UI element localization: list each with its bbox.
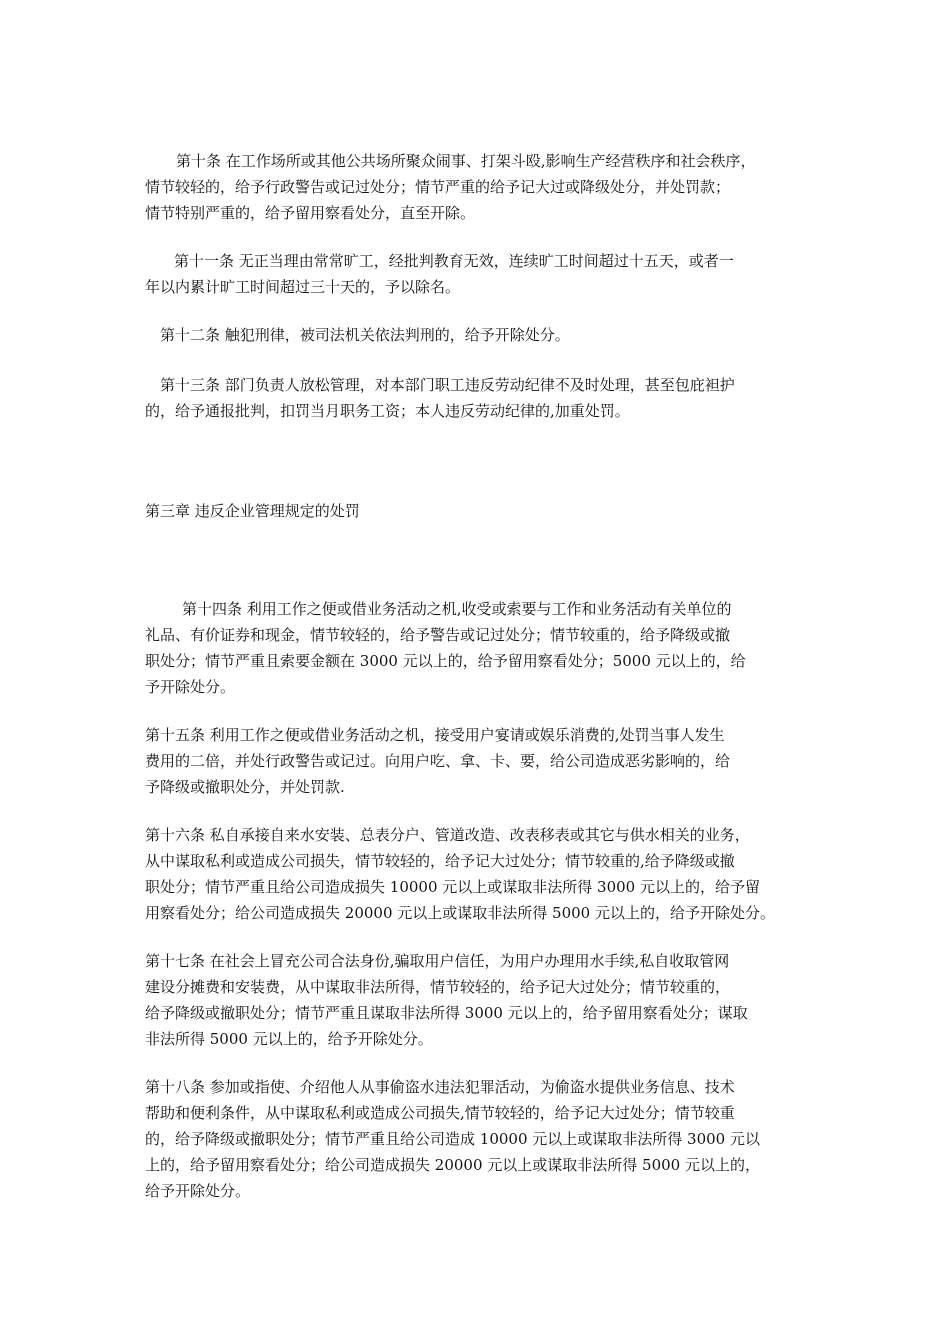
- article-14-line-1: 第十四条 利用工作之便或借业务活动之机,收受或索要与工作和业务活动有关单位的: [182, 600, 732, 618]
- article-15-line-2: 费用的二倍，并处行政警告或记过。向用户吃、拿、卡、要，给公司造成恶劣影响的，给: [145, 752, 731, 770]
- article-18-line-5: 给予开除处分。: [145, 1182, 251, 1200]
- article-18-line-1: 第十八条 参加或指使、介绍他人从事偷盗水违法犯罪活动，为偷盗水提供业务信息、技术: [145, 1078, 735, 1096]
- article-17-line-4: 非法所得 5000 元以上的，给予开除处分。: [145, 1030, 433, 1048]
- article-15-line-1: 第十五条 利用工作之便或借业务活动之机，接受用户宴请或娱乐消费的,处罚当事人发生: [145, 726, 725, 744]
- article-12-line-1: 第十二条 触犯刑律，被司法机关依法判刑的，给予开除处分。: [160, 326, 570, 344]
- article-10-line-2: 情节较轻的，给予行政警告或记过处分；情节严重的给予记大过或降级处分，并处罚款；: [145, 178, 731, 196]
- article-13-line-2: 的，给予通报批判，扣罚当月职务工资；本人违反劳动纪律的,加重处罚。: [145, 402, 630, 420]
- article-18-line-4: 上的，给予留用察看处分；给公司造成损失 20000 元以上或谋取非法所得 5000 元以上的，: [145, 1156, 760, 1174]
- article-10-line-3: 情节特别严重的，给予留用察看处分，直至开除。: [145, 204, 476, 222]
- article-17-line-3: 给予降级或撤职处分；情节严重且谋取非法所得 3000 元以上的，给予留用察看处分；谋取: [145, 1004, 748, 1022]
- article-17-line-2: 建设分摊费和安装费，从中谋取非法所得，情节较轻的，给予记大过处分；情节较重的，: [145, 978, 731, 996]
- article-16-line-4: 用察看处分；给公司造成损失 20000 元以上或谋取非法所得 5000 元以上的，给予开除处分。: [145, 904, 775, 922]
- article-10-line-1: 第十条 在工作场所或其他公共场所聚众闹事、打架斗殴,影响生产经营秩序和社会秩序，: [176, 152, 756, 170]
- article-18-line-3: 的，给予降级或撤职处分；情节严重且给公司造成 10000 元以上或谋取非法所得 3000 元以: [145, 1130, 760, 1148]
- chapter-3-heading: 第三章 违反企业管理规定的处罚: [145, 502, 360, 520]
- article-14-line-2: 礼品、有价证券和现金，情节较轻的，给予警告或记过处分；情节较重的，给予降级或撤: [145, 626, 731, 644]
- article-16-line-2: 从中谋取私利或造成公司损失，情节较轻的，给予记大过处分；情节较重的,给予降级或撤: [145, 852, 735, 870]
- article-18-line-2: 帮助和便利条件，从中谋取私利或造成公司损失,情节较轻的，给予记大过处分；情节较重: [145, 1104, 735, 1122]
- article-17-line-1: 第十七条 在社会上冒充公司合法身份,骗取用户信任，为用户办理用水手续,私自收取管网: [145, 952, 730, 970]
- article-11-line-2: 年以内累计旷工时间超过三十天的，予以除名。: [145, 278, 461, 296]
- article-13-line-1: 第十三条 部门负责人放松管理，对本部门职工违反劳动纪律不及时处理，甚至包庇袒护: [160, 376, 735, 394]
- article-16-line-1: 第十六条 私自承接自来水安装、总表分户、管道改造、改表移表或其它与供水相关的业务，: [145, 826, 750, 844]
- article-16-line-3: 职处分；情节严重且给公司造成损失 10000 元以上或谋取非法所得 3000 元以上的，给予留: [145, 878, 760, 896]
- article-15-line-3: 予降级或撤职处分，并处罚款.: [145, 778, 345, 796]
- article-11-line-1: 第十一条 无正当理由常常旷工，经批判教育无效，连续旷工时间超过十五天，或者一: [174, 252, 734, 270]
- article-14-line-3: 职处分；情节严重且索要金额在 3000 元以上的，给予留用察看处分；5000 元以上的，给: [145, 652, 746, 670]
- article-14-line-4: 予开除处分。: [145, 678, 236, 696]
